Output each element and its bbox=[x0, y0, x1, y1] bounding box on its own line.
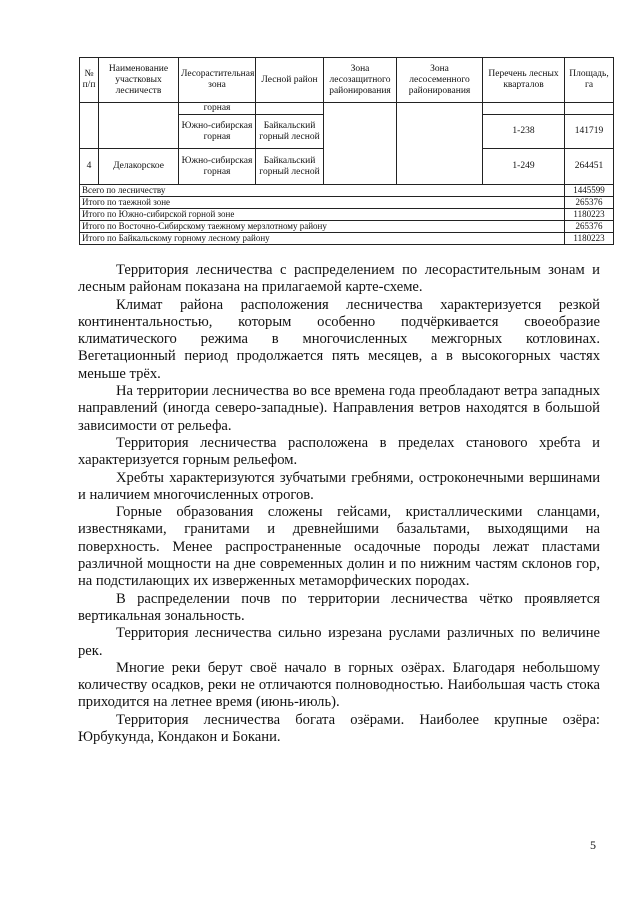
cell-zone: горная bbox=[179, 103, 256, 115]
header-protection-zone: Зона лесозащитного районирования bbox=[324, 58, 397, 103]
total-row bbox=[80, 197, 614, 209]
header-quarters: Перечень лесных кварталов bbox=[483, 58, 565, 103]
paragraph: Горные образования сложены гейсами, кристаллическими сланцами, известняками, гранитами и древнейшими базальтами, выходящими на поверхность. Менее распространенные осадочные породы лежат пластами различной мощности на дне современных долин и по нижним частям склонов гор, на подстилающих их изверженных метаморфических породах. bbox=[78, 504, 600, 590]
header-zone: Лесорастительная зона bbox=[179, 58, 256, 103]
total-label: Итого по таежной зоне bbox=[80, 197, 565, 209]
cell-district: Байкальский горный лесной bbox=[256, 115, 324, 149]
header-district: Лесной район bbox=[256, 58, 324, 103]
paragraph: Хребты характеризуются зубчатыми гребнями, остроконечными вершинами и наличием многочисленных отрогов. bbox=[78, 469, 600, 503]
header-area: Площадь, га bbox=[565, 58, 614, 103]
cell-quarters bbox=[483, 103, 565, 115]
total-value: 265376 bbox=[565, 197, 614, 209]
body-text bbox=[78, 262, 600, 746]
paragraph: На территории лесничества во все времена года преобладают ветра западных направлений (иногда северо-западные). Направления ветров находятся в большой зависимости от рельефа. bbox=[78, 383, 600, 434]
cell-name: Делакорское bbox=[99, 149, 179, 185]
cell-zone: Южно-сибирская горная bbox=[179, 115, 256, 149]
forestry-table bbox=[79, 57, 614, 245]
total-label: Итого по Байкальскому горному лесному району bbox=[80, 233, 565, 245]
cell-seed-zone bbox=[397, 103, 483, 185]
page-number: 5 bbox=[590, 838, 596, 852]
total-value: 1180223 bbox=[565, 209, 614, 221]
cell-area bbox=[565, 103, 614, 115]
cell-num: 4 bbox=[80, 149, 99, 185]
total-value: 265376 bbox=[565, 221, 614, 233]
table-header-row bbox=[80, 58, 614, 103]
total-row bbox=[80, 233, 614, 245]
cell-district bbox=[256, 103, 324, 115]
cell-name bbox=[99, 103, 179, 149]
header-seed-zone: Зона лесосеменного районирования bbox=[397, 58, 483, 103]
total-label: Итого по Южно-сибирской горной зоне bbox=[80, 209, 565, 221]
table-row bbox=[80, 103, 614, 115]
paragraph: В распределении почв по территории лесничества чётко проявляется вертикальная зональность. bbox=[78, 590, 600, 624]
total-label: Всего по лесничеству bbox=[80, 185, 565, 197]
total-label: Итого по Восточно-Сибирскому таежному мерзлотному району bbox=[80, 221, 565, 233]
total-value: 1180223 bbox=[565, 233, 614, 245]
paragraph: Климат района расположения лесничества характеризуется резкой континентальностью, которым особенно подчёркивается своеобразие климатического режима в многочисленных межгорных котловинах. Вегетационный период продолжается пять месяцев, а в высокогорных частях меньше трёх. bbox=[78, 296, 600, 382]
total-row bbox=[80, 221, 614, 233]
paragraph: Территория лесничества расположена в пределах станового хребта и характеризуется горным рельефом. bbox=[78, 434, 600, 469]
cell-protection-zone bbox=[324, 103, 397, 185]
paragraph: Территория лесничества с распределением по лесорастительным зонам и лесным районам показана на прилагаемой карте-схеме. bbox=[78, 262, 600, 296]
cell-area: 141719 bbox=[565, 115, 614, 149]
paragraph: Многие реки берут своё начало в горных озёрах. Благодаря небольшому количеству осадков, реки не отличаются полноводностью. Наибольшая часть стока приходится на летнее время (июнь-июль). bbox=[78, 659, 600, 711]
cell-quarters: 1-249 bbox=[483, 149, 565, 185]
paragraph: Территория лесничества сильно изрезана руслами различных по величине рек. bbox=[78, 625, 600, 659]
cell-num bbox=[80, 103, 99, 149]
total-row bbox=[80, 209, 614, 221]
total-row bbox=[80, 185, 614, 197]
cell-district: Байкальский горный лесной bbox=[256, 149, 324, 185]
cell-area: 264451 bbox=[565, 149, 614, 185]
total-value: 1445599 bbox=[565, 185, 614, 197]
cell-quarters: 1-238 bbox=[483, 115, 565, 149]
header-num: № п/п bbox=[80, 58, 99, 103]
paragraph: Территория лесничества богата озёрами. Наиболее крупные озёра: Юрбукунда, Кондакон и Бокани. bbox=[78, 711, 600, 746]
header-name: Наименование участковых лесничеств bbox=[99, 58, 179, 103]
cell-zone: Южно-сибирская горная bbox=[179, 149, 256, 185]
